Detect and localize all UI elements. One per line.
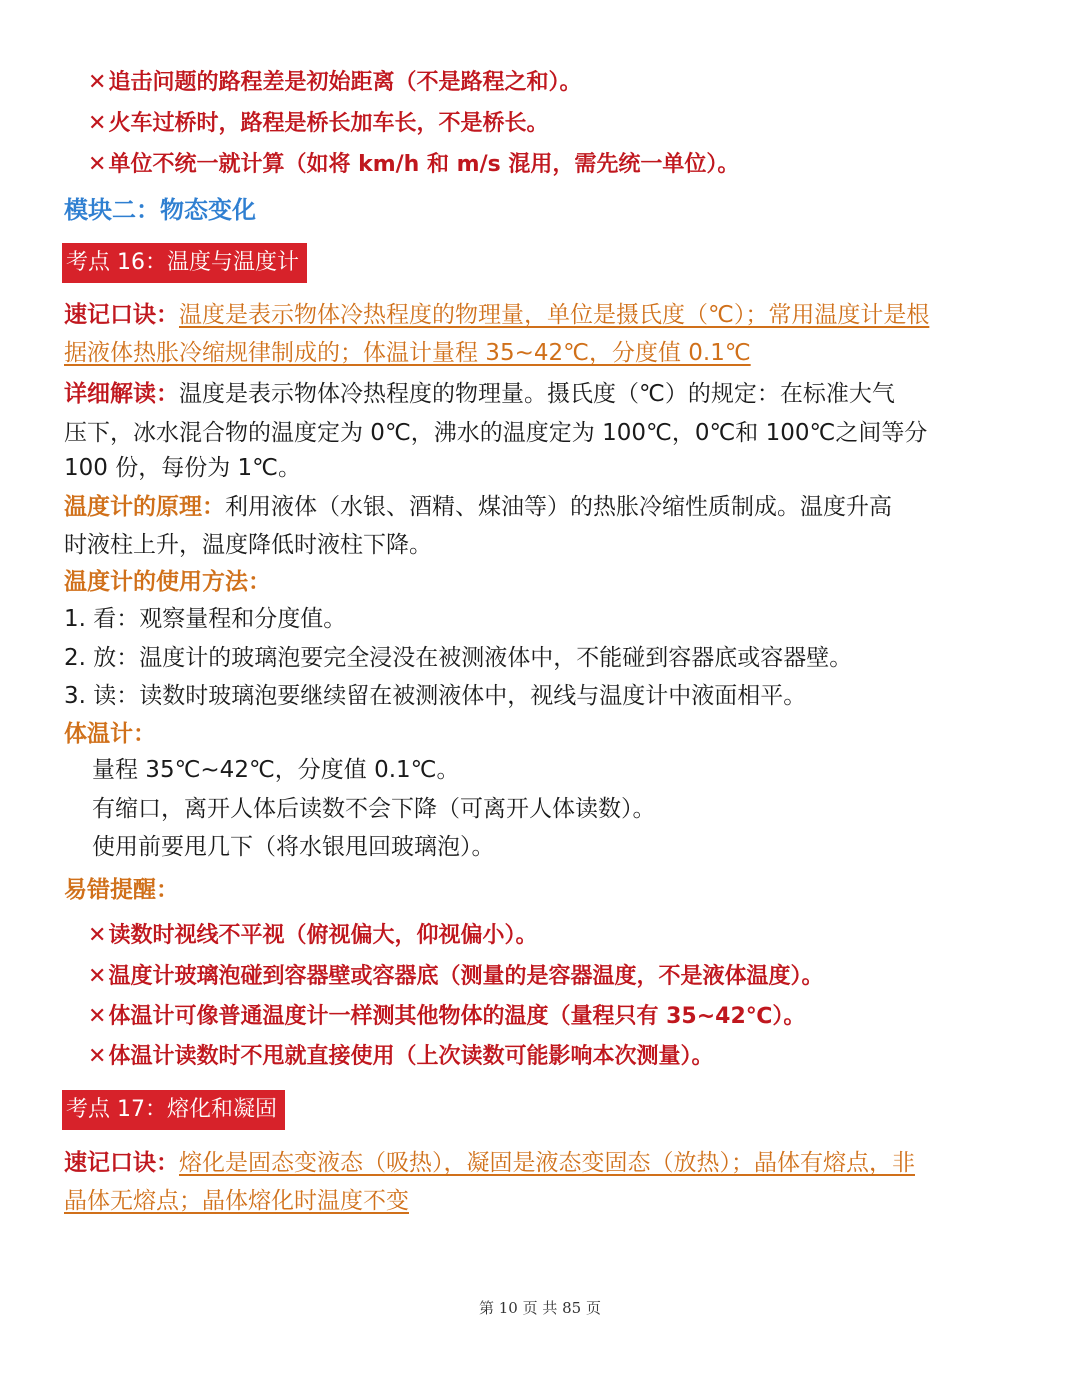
error-item: ✕读数时视线不平视（俯视偏大，仰视偏小）。 xyxy=(88,923,538,948)
clinical-item: 量程 35℃~42℃，分度值 0.1℃。 xyxy=(92,757,460,783)
error-item: ✕温度计玻璃泡碰到容器壁或容器底（测量的是容器温度，不是液体温度）。 xyxy=(88,964,824,989)
mnemonic-line: 据液体热胀冷缩规律制成的；体温计量程 35~42℃，分度值 0.1℃ xyxy=(64,340,751,366)
cross-icon: ✕ xyxy=(88,964,107,989)
cross-icon: ✕ xyxy=(88,1044,107,1069)
mnemonic-label: 速记口诀： xyxy=(64,1150,179,1176)
mnemonic-line: 晶体无熔点；晶体熔化时温度不变 xyxy=(64,1188,409,1214)
detail-line: 100 份，每份为 1℃。 xyxy=(64,455,301,481)
usage-step: 1. 看：观察量程和分度值。 xyxy=(64,606,347,632)
clinical-label: 体温计： xyxy=(64,721,156,747)
cross-icon: ✕ xyxy=(88,70,107,95)
mnemonic-label: 速记口诀： xyxy=(64,302,179,328)
usage-label: 温度计的使用方法： xyxy=(64,569,271,595)
mistakes-label: 易错提醒： xyxy=(64,877,179,903)
usage-step: 3. 读：读数时玻璃泡要继续留在被测液体中，视线与温度计中液面相平。 xyxy=(64,683,807,709)
principle-label: 温度计的原理： xyxy=(64,494,225,520)
principle-line: 温度计的原理：利用液体（水银、酒精、煤油等）的热胀冷缩性质制成。温度升高 xyxy=(64,494,892,520)
clinical-item: 有缩口，离开人体后读数不会下降（可离开人体读数）。 xyxy=(92,796,656,822)
clinical-item: 使用前要甩几下（将水银甩回玻璃泡）。 xyxy=(92,834,495,860)
cross-icon: ✕ xyxy=(88,923,107,948)
module-title: 模块二：物态变化 xyxy=(64,196,256,224)
error-item: ✕单位不统一就计算（如将 km/h 和 m/s 混用，需先统一单位）。 xyxy=(88,152,740,177)
cross-icon: ✕ xyxy=(88,1004,107,1029)
error-item: ✕体温计可像普通温度计一样测其他物体的温度（量程只有 35~42℃）。 xyxy=(88,1004,806,1029)
page-footer: 第 10 页 共 85 页 xyxy=(478,1299,601,1317)
error-item: ✕追击问题的路程差是初始距离（不是路程之和）。 xyxy=(88,70,582,95)
cross-icon: ✕ xyxy=(88,111,107,136)
section-badge-16: 考点 16：温度与温度计 xyxy=(62,243,307,283)
error-item: ✕体温计读数时不甩就直接使用（上次读数可能影响本次测量）。 xyxy=(88,1044,714,1069)
section-badge-17: 考点 17：熔化和凝固 xyxy=(62,1090,285,1130)
detail-label: 详细解读： xyxy=(64,381,179,407)
error-item: ✕火车过桥时，路程是桥长加车长，不是桥长。 xyxy=(88,111,549,136)
mnemonic-line: 速记口诀：温度是表示物体冷热程度的物理量，单位是摄氏度（℃）；常用温度计是根 xyxy=(64,302,930,328)
mnemonic-line: 速记口诀：熔化是固态变液态（吸热），凝固是液态变固态（放热）；晶体有熔点，非 xyxy=(64,1150,915,1176)
cross-icon: ✕ xyxy=(88,152,107,177)
detail-line: 压下，冰水混合物的温度定为 0℃，沸水的温度定为 100℃，0℃和 100℃之间等分 xyxy=(64,420,928,446)
detail-line: 详细解读：温度是表示物体冷热程度的物理量。摄氏度（℃）的规定：在标准大气 xyxy=(64,381,895,407)
principle-line: 时液柱上升，温度降低时液柱下降。 xyxy=(64,532,432,558)
usage-step: 2. 放：温度计的玻璃泡要完全浸没在被测液体中，不能碰到容器底或容器壁。 xyxy=(64,645,853,671)
